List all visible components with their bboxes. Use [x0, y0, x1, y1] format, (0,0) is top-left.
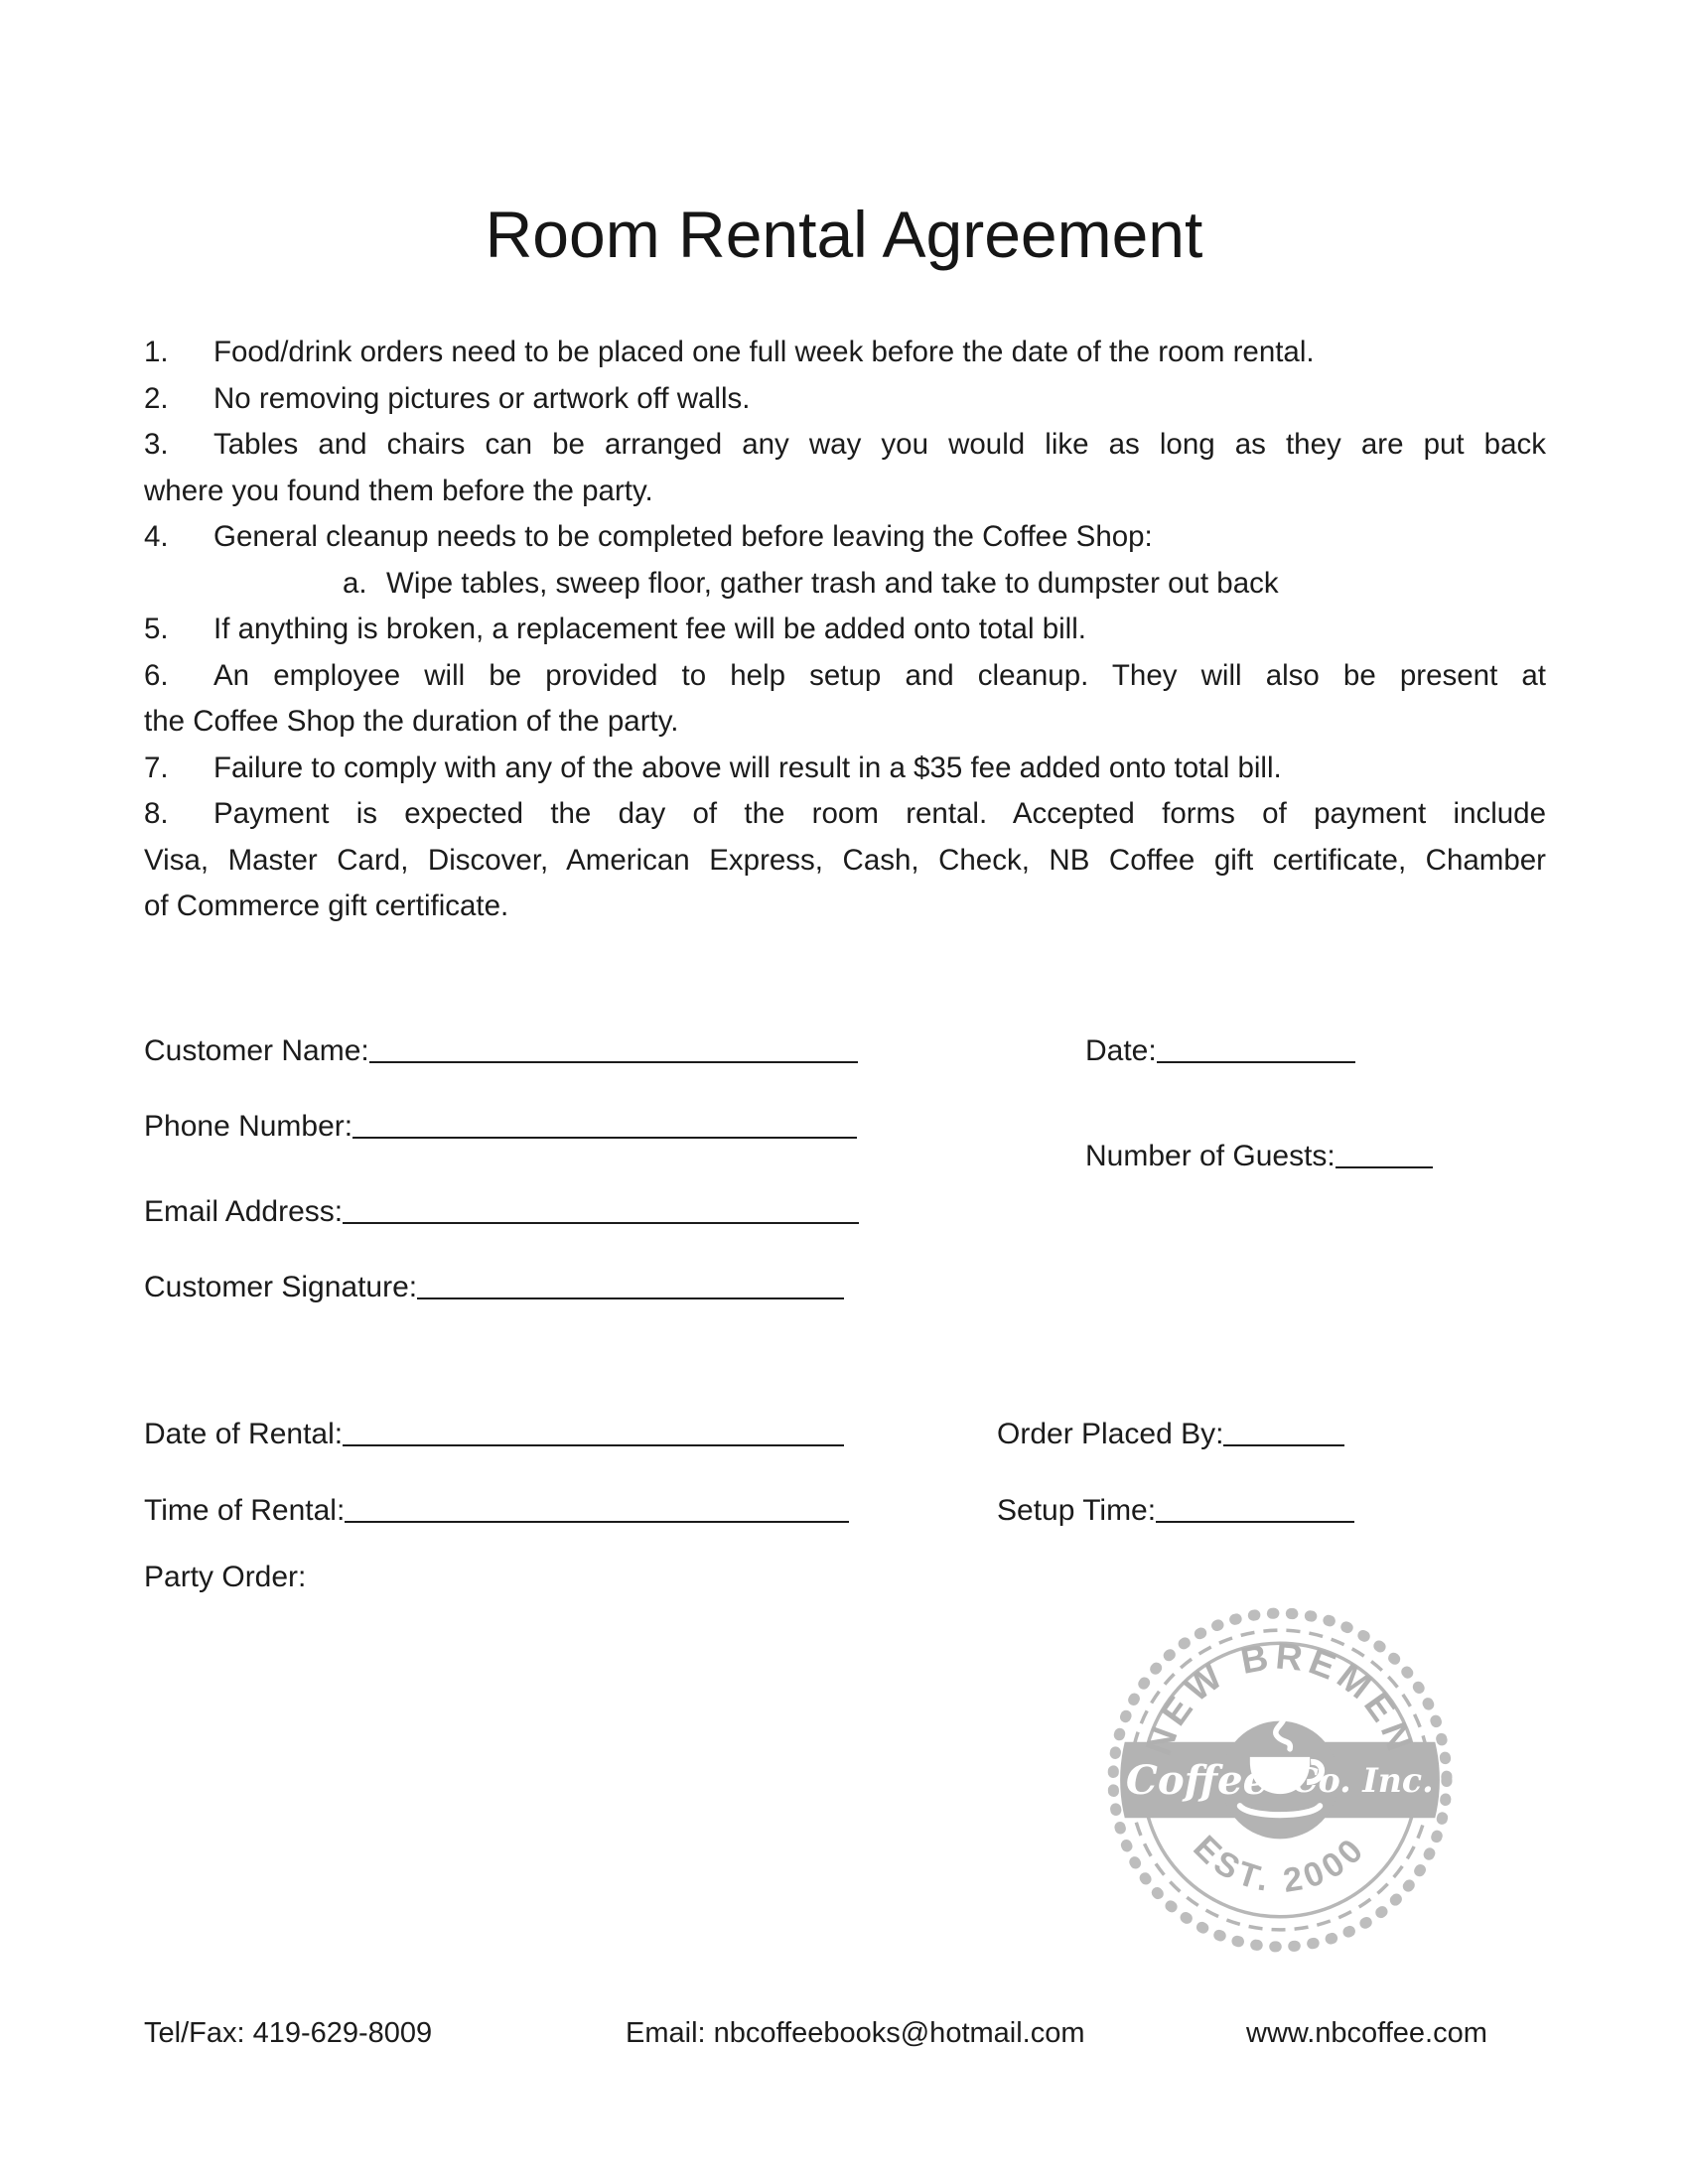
number-of-guests-blank [1336, 1166, 1433, 1168]
field-date-of-rental [144, 1418, 844, 1451]
order-placed-by-label: Order Placed By: [997, 1418, 1224, 1450]
rule-text: General cleanup needs to be completed before leaving the Coffee Shop: [213, 520, 1153, 553]
rule-text: Visa, Master Card, Discover, American Express, Cash, Check, NB Coffee gift certificate, Chamber [144, 843, 1546, 877]
rule-text: An employee will be provided to help setup and cleanup. They will also be present at [213, 658, 1546, 692]
rule-text: of Commerce gift certificate. [144, 889, 509, 922]
rule-line [144, 469, 1546, 515]
field-customer-name [144, 1034, 858, 1068]
rule-marker: 7. [144, 751, 169, 784]
rule-line [144, 884, 1546, 930]
rule-marker: 3. [144, 428, 169, 461]
field-number-of-guests [1085, 1140, 1433, 1173]
customer-signature-blank [417, 1297, 844, 1299]
email-address-label: Email Address: [144, 1195, 344, 1228]
rule-marker: 8. [144, 797, 169, 830]
date-blank [1157, 1061, 1355, 1063]
field-customer-signature [144, 1271, 844, 1304]
field-date [1085, 1034, 1355, 1068]
rule-line [144, 376, 1546, 423]
rule-text: No removing pictures or artwork off walls. [213, 381, 751, 415]
stamp-coffee-text: Coffee [1125, 1757, 1269, 1805]
number-of-guests-label: Number of Guests: [1085, 1140, 1336, 1172]
rule-text: Payment is expected the day of the room rental. Accepted forms of payment include [213, 797, 1546, 830]
rules-list [144, 330, 1546, 930]
rule-marker: a. [343, 566, 367, 600]
phone-number-label: Phone Number: [144, 1110, 353, 1143]
setup-time-label: Setup Time: [997, 1494, 1157, 1527]
date-label: Date: [1085, 1034, 1157, 1067]
rule-text: Failure to comply with any of the above will result in a $35 fee added onto total bill. [213, 751, 1282, 784]
customer-name-label: Customer Name: [144, 1034, 369, 1067]
field-order-placed-by [997, 1418, 1344, 1451]
page-title: Room Rental Agreement [485, 198, 1203, 271]
rule-line [144, 561, 1546, 608]
rule-text: where you found them before the party. [144, 474, 653, 507]
rule-line [144, 330, 1546, 376]
party-order-label: Party Order: [144, 1561, 307, 1593]
rule-line [144, 514, 1546, 561]
customer-name-blank [369, 1061, 858, 1063]
footer-email: Email: nbcoffeebooks@hotmail.com [626, 2017, 1085, 2049]
field-email-address [144, 1195, 859, 1229]
stamp-bottom-text: EST. 2000 [1186, 1828, 1374, 1900]
stamp-co-inc-text: Co. Inc. [1292, 1761, 1434, 1801]
footer-telfax: Tel/Fax: 419-629-8009 [144, 2017, 433, 2049]
order-placed-by-blank [1223, 1444, 1344, 1446]
time-of-rental-blank [345, 1521, 849, 1523]
rule-marker: 4. [144, 520, 169, 553]
rule-text: Wipe tables, sweep floor, gather trash and take to dumpster out back [386, 566, 1279, 600]
rule-line [144, 791, 1546, 838]
rule-line [144, 699, 1546, 746]
rule-text: If anything is broken, a replacement fee will be added onto total bill. [213, 613, 1086, 645]
rule-line [144, 653, 1546, 700]
rule-text: the Coffee Shop the duration of the party. [144, 705, 679, 738]
stamp-top-text: NEW BREMEN [1136, 1634, 1424, 1761]
field-party-order [144, 1561, 306, 1594]
field-phone-number [144, 1110, 857, 1144]
date-of-rental-label: Date of Rental: [144, 1418, 344, 1450]
rule-line [144, 838, 1546, 885]
new-bremen-coffee-stamp-logo [1100, 1600, 1460, 1960]
rule-marker: 1. [144, 336, 169, 368]
rule-marker: 5. [144, 613, 169, 645]
date-of-rental-blank [343, 1444, 844, 1446]
email-address-blank [343, 1222, 859, 1224]
field-time-of-rental [144, 1494, 849, 1528]
rule-marker: 6. [144, 658, 169, 692]
rule-line [144, 422, 1546, 469]
rule-text: Tables and chairs can be arranged any way you would like as long as they are put back [213, 428, 1546, 461]
rule-line [144, 746, 1546, 792]
time-of-rental-label: Time of Rental: [144, 1494, 346, 1527]
footer-website: www.nbcoffee.com [1246, 2017, 1487, 2049]
rule-line [144, 607, 1546, 653]
setup-time-blank [1156, 1521, 1354, 1523]
customer-signature-label: Customer Signature: [144, 1271, 418, 1303]
rule-text: Food/drink orders need to be placed one full week before the date of the room rental. [213, 336, 1315, 368]
rule-marker: 2. [144, 381, 169, 415]
phone-number-blank [352, 1137, 857, 1139]
field-setup-time [997, 1494, 1354, 1528]
